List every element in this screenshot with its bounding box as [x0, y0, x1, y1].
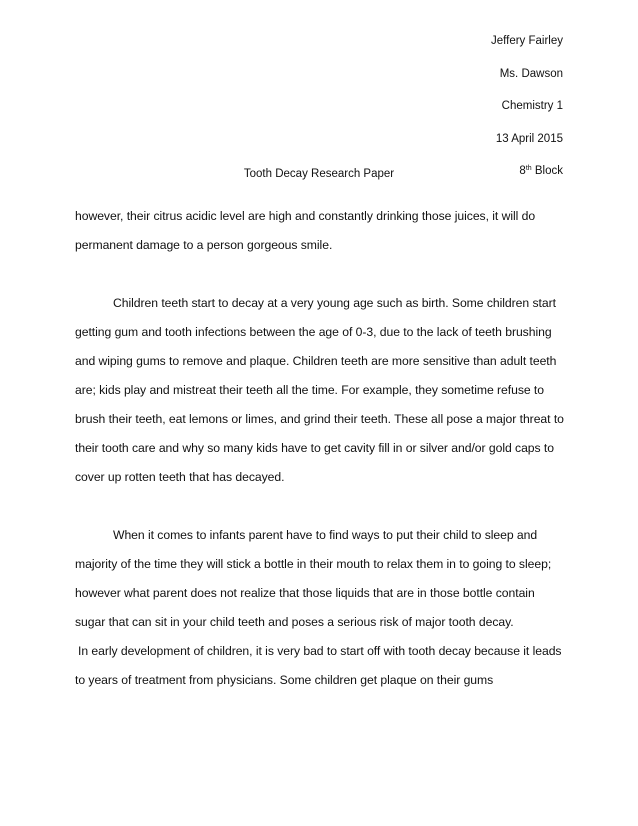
date: 13 April 2015 [495, 132, 563, 145]
paragraph-infants: When it comes to infants parent have to find ways to put their child to sleep and majority of the time they will stick a bottle in their mouth to relax them in to going to sleep; however what parent does not realize that those liquids that are in those bottle contain sugar that can sit in your child teeth and poses a serious risk of major tooth decay. [75, 528, 552, 629]
paragraph-children-teeth: Children teeth start to decay at a very young age such as birth. Some children start getting gum and tooth infections between the age of 0-3, due to the lack of teeth brushing and wiping gums to remove and plaque. Children teeth are more sensitive than adult teeth are; kids play and mistreat their teeth all the time. For example, they sometime refuse to brush their teeth, eat lemons or limes, and grind their teeth. These all pose a major threat to their tooth care and why so many kids have to get cavity fill in or silver and/or gold caps to cover up rotten teeth that has decayed. [75, 296, 564, 484]
paragraph-continuation: however, their citrus acidic level are high and constantly drinking those juices, it will do permanent damage to a person gorgeous smile. [75, 209, 536, 252]
block-label: Block [534, 165, 563, 177]
paragraph-early-development: In early development of children, it is very bad to start off with tooth decay because it leads to years of treatment from physicians. Some children get plaque on their gums [75, 644, 562, 687]
body-text [75, 202, 565, 695]
paragraph-spacer [75, 492, 565, 521]
paragraph-spacer [75, 260, 565, 289]
author-name: Jeffery Fairley [490, 35, 563, 47]
teacher-name: Ms. Dawson [499, 67, 563, 80]
block-number: 8 [519, 165, 526, 177]
paper-title: Tooth Decay Research Paper [243, 168, 395, 180]
course-name: Chemistry 1 [501, 100, 563, 112]
block-ordinal-suffix: th [525, 165, 532, 172]
